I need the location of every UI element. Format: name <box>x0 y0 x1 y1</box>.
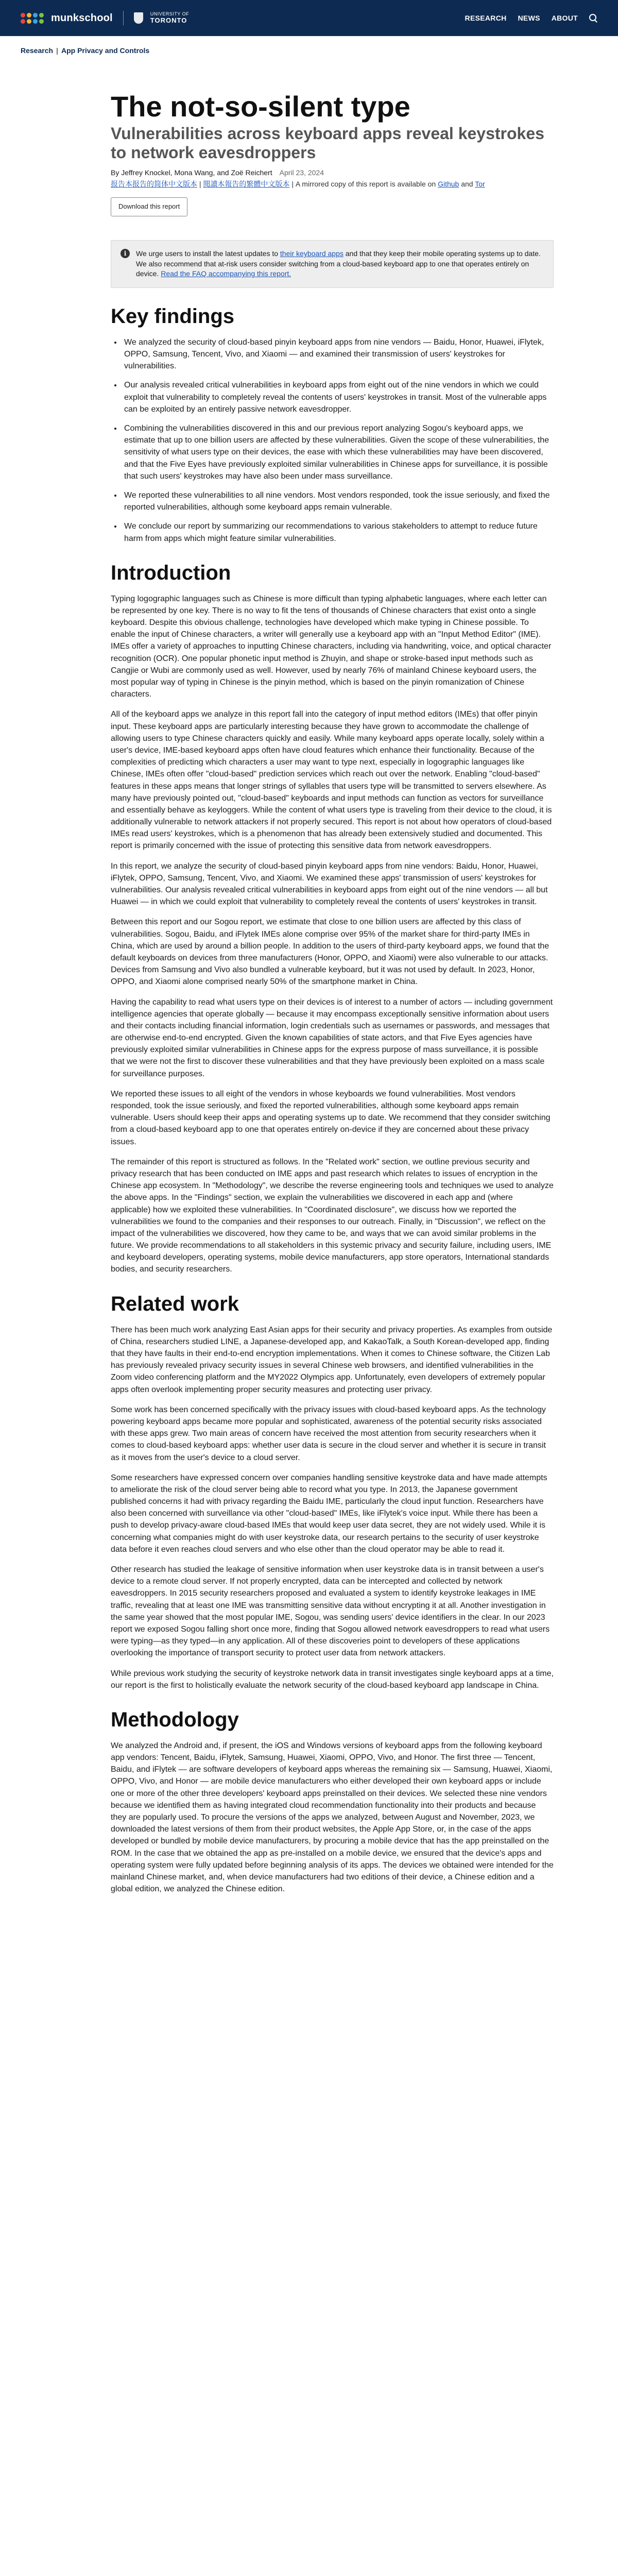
site-header <box>0 0 618 36</box>
notice-link-keyboard-apps[interactable]: their keyboard apps <box>280 249 344 258</box>
notice-text <box>136 249 544 279</box>
nav-news[interactable]: NEWS <box>518 13 540 22</box>
university-wordmark <box>150 11 189 24</box>
logo-dot <box>33 19 38 24</box>
paragraph: Having the capability to read what users type on their devices is of interest to a number of actors — including government intelligence agencies that operate globally — because it may encompass exceptionally sensitive information about users and their contacts including financial information, login credentials such as usernames or passwords, and messages that are otherwise end-to-end encrypted. Given the known capabilities of state actors, and that Five Eyes agencies have previously exploited similar vulnerabilities in Chinese apps for the express purpose of mass surveillance, it is possible that we were not the first to discover these vulnerabilities and that they have previously been exploited on a mass scale for surveillance purposes. <box>111 997 553 1078</box>
list-item: • We reported these vulnerabilities to all nine vendors. Most vendors responded, took the issue seriously, and fixed the reported vulnerabilities, although some keyboard apps remain vulnerable. <box>122 489 554 513</box>
logo-dot <box>39 13 44 18</box>
brand[interactable] <box>21 11 189 26</box>
notice-box <box>111 240 554 288</box>
page-title: The not-so-silent type <box>111 90 410 123</box>
publish-date: April 23, 2024 <box>279 168 324 177</box>
logo-dot <box>21 13 25 18</box>
university-crest-icon <box>134 12 143 24</box>
paragraph: In this report, we analyze the security of cloud-based pinyin keyboard apps from nine vendors: Baidu, Honor, Huawei, iFlytek, OPPO, Samsung, Tencent, Vivo, and Xiaomi. We examined these apps' transmission of users' keystrokes for vulnerabilities. Our analysis revealed critical vulnerabilities in keyboard apps from eight out of the nine vendors — all but Huawei — in which we could exploit that vulnerability to completely reveal the contents of users' keystrokes in transit. <box>111 861 548 907</box>
paragraph: All of the keyboard apps we analyze in this report fall into the category of input method editors (IMEs) that offer pinyin input. These keyboard apps are particularly interesting because they have grown to accommodate the challenge of allowing users to type Chinese characters quickly and easily. While many keyboard apps operate locally, solely within a user's device, IME-based keyboard apps often have cloud features which enhance their functionality. Because of the complexities of predicting which characters a user may want to type next, especially in logographic languages like Chinese, IMEs often offer "cloud-based" prediction services which reach out over the network. Enabling "cloud-based" features in these apps means that longer strings of syllables that users type will be transmitted to servers elsewhere. As many have previously pointed out, "cloud-based" keyboards and input methods can function as vectors for surveillance and essentially behave as keyloggers. While the content of what users type is traveling from their device to the cloud, it is additionally vulnerable to network attackers if not properly secured. This report is not about how operators of cloud-based IMEs read users' keystrokes, which is a phenomenon that has already been extensively studied and documented. This report is primarily concerned with the issue of protecting this sensitive data from network eavesdroppers. <box>111 710 552 851</box>
breadcrumb-research[interactable]: Research <box>21 46 54 55</box>
logo-dot <box>27 13 31 18</box>
breadcrumb <box>0 36 618 56</box>
paragraph: We analyzed the Android and, if present, the iOS and Windows versions of keyboard apps from the following keyboard app vendors: Tencent, Baidu, iFlytek, Samsung, Huawei, Xiaomi, OPPO, Vivo, and Honor. The first three — Tencent, Baidu, and iFlytek — are software developers of keyboard apps whereas the remaining six — Samsung, Huawei, Xiaomi, OPPO, Vivo, and Honor — are mobile device manufacturers who either developed their own keyboard apps or include one or more of the other three developers' keyboard apps preinstalled on their devices. We selected these nine vendors because we identified them as having integrated cloud recommendation functionality into their products and because they are popularly used. To procure the versions of the apps we analyzed, between August and November, 2023, we downloaded the latest versions of them from their product websites, the Apple App Store, or, in the case of the apps developed or bundled by mobile device manufacturers, by procuring a mobile device that has the app preinstalled on the ROM. In the case that we obtained the app as pre-installed on a mobile device, we ensured that the device's apps and operating system were fully updated before beginning analysis of its apps. The devices we obtained were intended for the mainland Chinese market, and, when device manufacturers had two editions of their device, a Chinese edition and a global edition, we analyzed the Chinese edition. <box>111 1741 554 1894</box>
notice-text-1: We urge users to install the latest updates to <box>136 249 279 258</box>
key-findings-list <box>122 336 554 545</box>
brand-divider <box>123 11 124 25</box>
paragraph: Some work has been concerned specifically with the privacy issues with cloud-based keyboard apps. As the technology powering keyboard apps became more popular and sophisticated, awareness of the potential security risks associated with these apps grew. Two main areas of concern have received the most attention from security researchers when it comes to cloud-based keyboard apps: whether user data is secure in the cloud server and whether it is secure in transit as it moves from the user's device to a cloud server. <box>111 1405 546 1462</box>
list-item: • We analyzed the security of cloud-based pinyin keyboard apps from nine vendors — Baidu, Honor, Huawei, iFlytek, OPPO, Samsung, Tencent, Vivo, and Xiaomi — and examined their transmission of users' keystrokes for vulnerabilities. <box>122 336 554 372</box>
section-heading-methodology: Methodology <box>111 1708 239 1731</box>
logo-dot <box>39 19 44 24</box>
brand-name: munkschool <box>51 12 113 24</box>
notice-text-2: and that they keep their mobile operating systems up to date. We also recommend that at-risk users consider switching from a cloud-based keyboard app to one that operates entirely on device. <box>136 249 541 278</box>
main-nav <box>465 13 597 23</box>
breadcrumb-separator: | <box>56 46 58 55</box>
paragraph: Other research has studied the leakage of sensitive information when user keystroke data is in transit between a user's device to a remote cloud server. If not properly encrypted, data can be intercepted and collected by network eavesdroppers. In 2015 security researchers proposed and evaluated a system to identify keystroke leakages in IME traffic, revealing that at least one IME was transmitting sensitive data without encrypting it at all. Another investigation in the same year showed that the most popular IME, Sogou, was sending users' device identifiers in the clear. In our 2023 report we exposed Sogou falling short once more, finding that Sogou allowed network eavesdroppers to read what users were typing—as they typed—in any application. All of these discoveries point to developers of these applications overlooking the importance of transport security to protect user data from network attackers. <box>111 1565 550 1658</box>
nav-about[interactable]: ABOUT <box>551 13 578 22</box>
paragraph: Typing logographic languages such as Chinese is more difficult than typing alphabetic languages, where each letter can be represented by one key. There is no way to fit the tens of thousands of Chinese characters that exist onto a single keyboard. Despite this obvious challenge, technologies have developed which make typing in Chinese possible. To enable the input of Chinese characters, a writer will generally use a keyboard app with an "Input Method Editor" (IME). IMEs offer a variety of approaches to inputting Chinese characters, including via handwriting, voice, and optical character recognition (OCR). One popular phonetic input method is Zhuyin, and shape or stroke-based input methods such as Cangjie or Wubi are commonly used as well. However, used by nearly 76% of mainland Chinese keyboard users, the most popular way of typing in Chinese is the pinyin method, which is based on the pinyin romanization of Chinese characters. <box>111 594 552 699</box>
byline <box>111 167 554 178</box>
section-heading-related-work: Related work <box>111 1292 239 1315</box>
article <box>111 56 554 1895</box>
paragraph: Some researchers have expressed concern over companies handling sensitive keystroke data and have made attempts to ameliorate the risk of the cloud server being able to record what you type. In 2013, the Japanese government published concerns it had with privacy regarding the Baidu IME, particularly the cloud input function. Researchers have also been concerned with surveillance via other "cloud-based" IMEs, like iFlytek's voice input. While there has been a push to develop privacy-aware cloud-based IMEs that would keep user data secret, they are not widely used. While it is concerning what companies might do with user keystroke data, our research pertains to the security of user keystroke data before it even reaches cloud servers and who else other than the cloud operator may be able to read it. <box>111 1473 547 1554</box>
mirror-link-tor[interactable]: Tor <box>475 179 485 188</box>
logo-dot <box>33 13 38 18</box>
paragraph: The remainder of this report is structured as follows. In the "Related work" section, we outline previous security and privacy research that has been conducted on IME apps and past research which relates to issues of encryption in the Chinese app ecosystem. In "Methodology", we describe the reverse engineering tools and techniques we used to analyze the above apps. In the "Findings" section, we explain the vulnerabilities we discovered in each app and (where applicable) how we exploited these vulnerabilities. In "Coordinated disclosure", we discuss how we reported the vulnerabilities we found to the companies and their responses to our outreach. Finally, in "Discussion", we reflect on the impact of the vulnerabilities we discovered, how they came to be, and ways that we can avoid similar problems in the future. We provide recommendations to all stakeholders in this systemic privacy and security failure, including users, IME and keyboard developers, operating systems, mobile device manufacturers, app store operators, International standards bodies, and security researchers. <box>111 1157 554 1274</box>
list-item: • Our analysis revealed critical vulnerabilities in keyboard apps from eight out of the nine vendors in which we could exploit that vulnerability to completely reveal the contents of users' keystrokes in transit. Most of the vulnerable apps can be exploited by an entirely passive network eavesdropper. <box>122 379 554 415</box>
download-report-button[interactable]: Download this report <box>111 197 187 216</box>
search-icon[interactable] <box>589 14 597 22</box>
mirror-text: | A mirrored copy of this report is available on <box>291 179 436 188</box>
translation-link-traditional[interactable]: 閱讀本報告的繁體中文版本 <box>203 179 290 188</box>
translation-link-simplified[interactable]: 报告本报告的简体中文版本 <box>111 179 197 188</box>
list-item: • We conclude our report by summarizing our recommendations to various stakeholders to attempt to reduce future harm from apps which might feature similar vulnerabilities. <box>122 520 554 544</box>
munk-logo-icon <box>21 13 44 24</box>
page-subtitle: Vulnerabilities across keyboard apps reveal keystrokes to network eavesdroppers <box>111 124 544 162</box>
list-item: • Combining the vulnerabilities discovered in this and our previous report analyzing Sogou's keyboard apps, we estimate that up to one billion users are affected by these vulnerabilities. Given the scope of these vulnerabilities, the sensitivity of what users type on their devices, the ease with which these vulnerabilities may have been discovered, and that the Five Eyes have previously exploited similar vulnerabilities in Chinese apps for surveillance, it is possible that such users' keystrokes may have also been under mass surveillance. <box>122 422 554 482</box>
paragraph: While previous work studying the security of keystroke network data in transit investigates single keyboard apps at a time, our report is the first to holistically evaluate the network security of the cloud-based keyboard app landscape in China. <box>111 1669 554 1690</box>
notice-link-faq[interactable]: Read the FAQ accompanying this report. <box>161 269 291 278</box>
uoft-name: TORONTO <box>150 16 187 24</box>
paragraph: We reported these issues to all eight of the vendors in whose keyboards we found vulnerabilities. Most vendors responded, took the issue seriously, and fixed the reported vulnerabilities, although some keyboard apps remain vulnerable. Users should keep their apps and operating systems up to date. We recommend that they consider switching from a cloud-based keyboard app to one that operates entirely on-device if they are concerned about these privacy issues. <box>111 1089 551 1146</box>
info-icon: i <box>121 249 130 258</box>
translation-links: 报告本报告的简体中文版本 | 閱讀本報告的繁體中文版本 | A mirrored copy of this report is available on Github and Tor <box>111 179 485 188</box>
logo-dot <box>21 19 25 24</box>
breadcrumb-category[interactable]: App Privacy and Controls <box>61 46 150 55</box>
download-row <box>111 189 554 216</box>
section-heading-introduction: Introduction <box>111 561 231 584</box>
section-heading-key-findings: Key findings <box>111 304 235 328</box>
mirror-link-github[interactable]: Github <box>438 179 459 188</box>
authors: By Jeffrey Knockel, Mona Wang, and Zoë Reichert <box>111 168 272 177</box>
paragraph: There has been much work analyzing East Asian apps for their security and privacy properties. As examples from outside of China, researchers studied LINE, a Japanese-developed app, and KakaoTalk, a South Korean-developed app, finding that they have faults in their end-to-end encryption implementations. When it comes to Chinese software, the Citizen Lab has previously revealed privacy security issues in several Chinese web browsers, and identified vulnerabilities in the Zoom video conferencing platform and the MY2022 Olympics app. Unfortunately, even developers of extremely popular apps often overlook implementing proper security measures and protecting user privacy. <box>111 1325 553 1394</box>
paragraph: Between this report and our Sogou report, we estimate that close to one billion users are affected by this class of vulnerabilities. Sogou, Baidu, and iFlytek IMEs alone comprise over 95% of the market share for third-party IMEs in China, which are used by around a billion people. In addition to the users of third-party keyboard apps, we found that the default keyboards on devices from three manufacturers (Honor, OPPO, and Xiaomi) were also vulnerable to our attacks. Devices from Samsung and Vivo also bundled a vulnerable keyboard, but it was not used by default. In 2023, Honor, OPPO, and Xiaomi alone comprised nearly 50% of the smartphone market in China. <box>111 918 550 987</box>
nav-research[interactable]: RESEARCH <box>465 13 507 22</box>
logo-dot <box>27 19 31 24</box>
uoft-top: UNIVERSITY OF <box>150 11 190 17</box>
